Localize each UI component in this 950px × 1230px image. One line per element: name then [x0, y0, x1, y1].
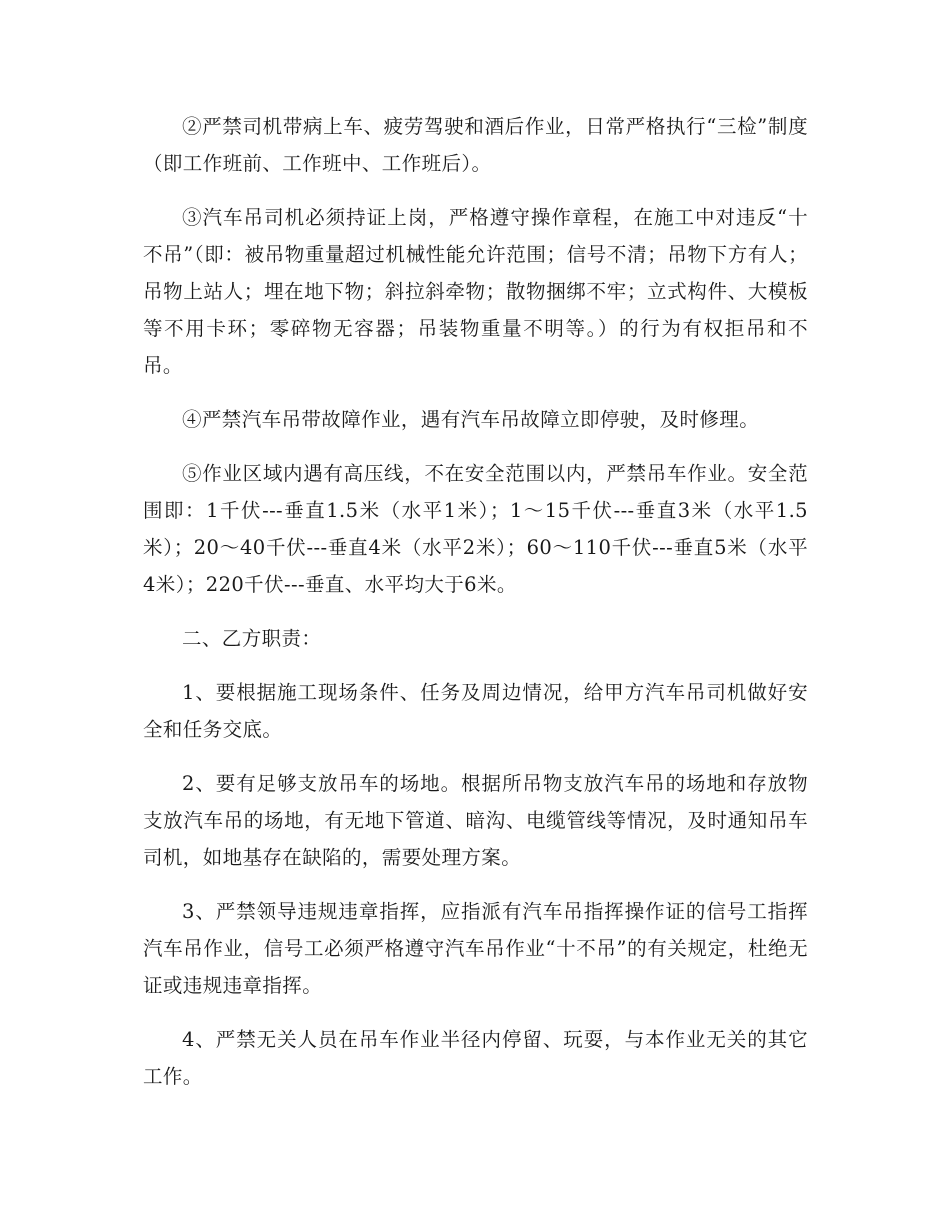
paragraph-ten-no-lift: ③汽车吊司机必须持证上岗，严格遵守操作章程，在施工中对违反“十不吊”（即：被吊物重量超过机械性能允许范围；信号不清；吊物下方有人；吊物上站人；埋在地下物；斜拉斜牵物；散物捆绑不牢；立式构件、大模板等不用卡环；零碎物无容器；吊装物重量不明等。）的行为有权拒吊和不吊。	[143, 206, 808, 377]
paragraph-duty-3: 3、严禁领导违规违章指挥，应指派有汽车吊指挥操作证的信号工指挥汽车吊作业，信号工必须严格遵守汽车吊作业“十不吊”的有关规定，杜绝无证或违规违章指挥。	[143, 900, 808, 997]
paragraph-driver-health: ②严禁司机带病上车、疲劳驾驶和酒后作业，日常严格执行“三检”制度（即工作班前、工作班中、工作班后）。	[143, 115, 808, 175]
section-heading-party-b: 二、乙方职责：	[182, 627, 322, 650]
paragraph-high-voltage: ⑤作业区域内遇有高压线，不在安全范围以内，严禁吊车作业。安全范围即：1千伏---垂直1.5米（水平1米）；1～15千伏---垂直3米（水平1.5米）；20～40千伏---垂直4米（水平2米）；60～110千伏---垂直5米（水平4米）；220千伏---垂直、水平均大于6米。	[143, 462, 808, 596]
paragraph-duty-4: 4、严禁无关人员在吊车作业半径内停留、玩耍，与本作业无关的其它工作。	[143, 1028, 808, 1088]
paragraph-duty-2: 2、要有足够支放吊车的场地。根据所吊物支放汽车吊的场地和存放物支放汽车吊的场地，有无地下管道、暗沟、电缆管线等情况，及时通知吊车司机，如地基存在缺陷的，需要处理方案。	[143, 772, 808, 869]
paragraph-fault-operation: ④严禁汽车吊带故障作业，遇有汽车吊故障立即停驶，及时修理。	[182, 408, 760, 431]
paragraph-duty-1: 1、要根据施工现场条件、任务及周边情况，给甲方汽车吊司机做好安全和任务交底。	[143, 681, 808, 741]
document-body	[143, 108, 808, 1112]
